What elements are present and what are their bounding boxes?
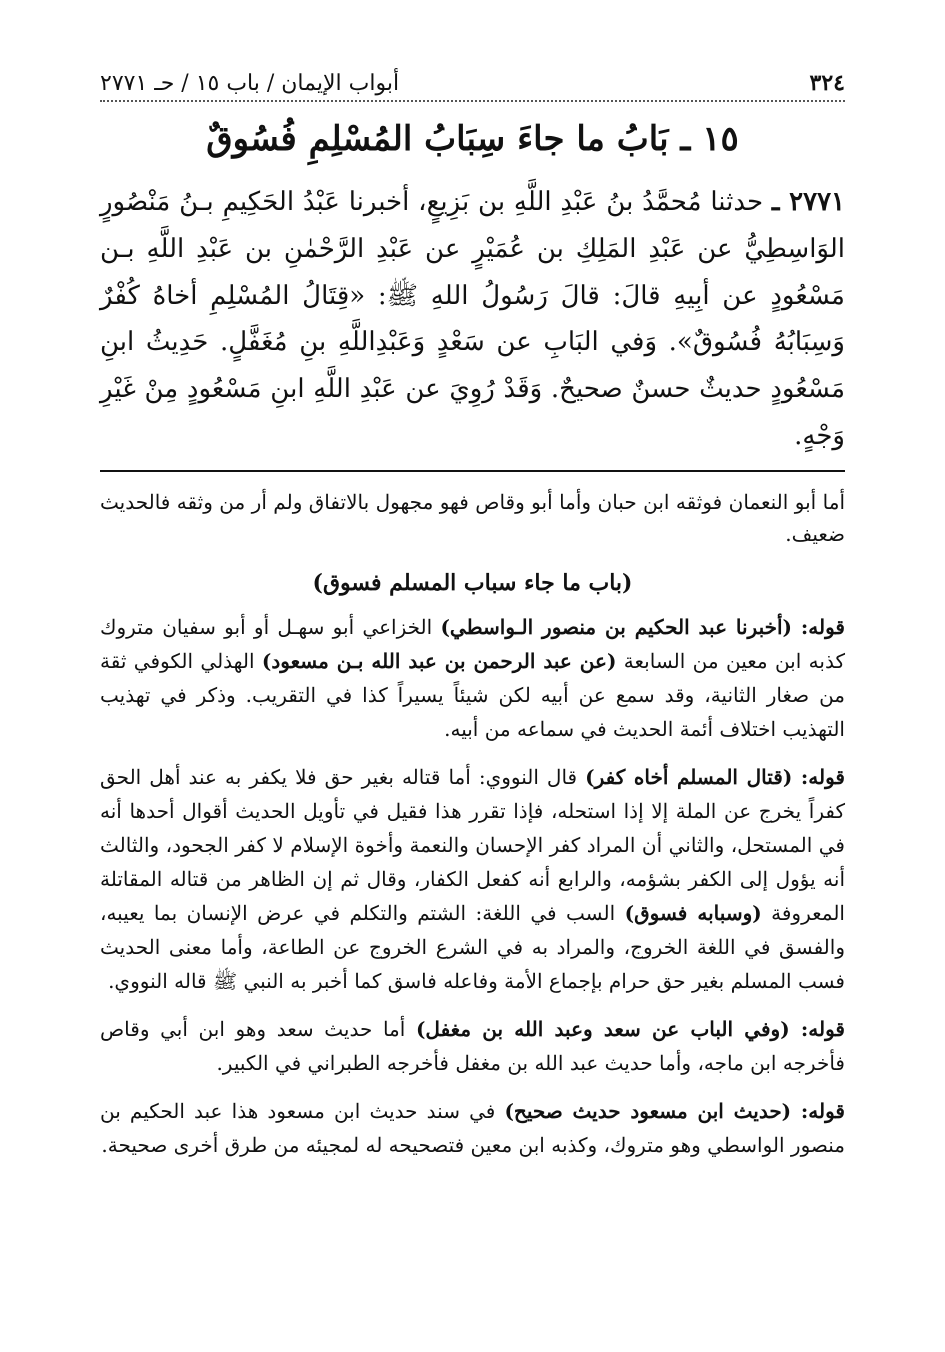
hadith-number: ٢٧٧١ ـ bbox=[771, 187, 846, 217]
paragraph-text: قال النووي: أما قتاله بغير حق فلا يكفر به عند أهل الحق كفراً يخرج عن الملة إلا إذا استحله، فإذا تقرر هذا فقيل في تأويل الحديث أقوال أحدها أنه في المستحل، والثاني أن المراد كفر الإحسان والنعمة وأخوة الإسلام لا كفر الجحود، والثالث أنه يؤول إلى الكفر بشؤمه، والرابع أنه كفعل الكفار، وقال ثم إن الظاهر من قتاله المقاتلة المعروفة bbox=[100, 764, 845, 925]
footnote: أما أبو النعمان فوثقه ابن حبان وأما أبو وقاص فهو مجهول بالاتفاق ولم أر من وثقه فالحديث ضعيف. bbox=[100, 489, 845, 546]
running-title: أبواب الإيمان / باب ١٥ / حـ ٢٧٧١ bbox=[100, 71, 400, 96]
paragraph-lead: قوله: bbox=[792, 764, 845, 789]
paragraph-quote: (وفي الباب عن سعد وعبد الله بن مغفل) bbox=[415, 1016, 790, 1041]
paragraph-text: في سند حديث ابن مسعود هذا عبد الحكيم بن منصور الواسطي وهو متروك، وكذبه ابن معين فتصحيحه له لمجيئه من طرق أخرى صحيحة. bbox=[100, 1098, 845, 1157]
hadith-text bbox=[100, 179, 845, 460]
paragraph-text-2: السب في اللغة: الشتم والتكلم في عرض الإنسان بما يعيبه، والفسق في اللغة الخروج، والمراد به في الشرع الخروج عن الطاعة، وأما معنى الحديث فسب المسلم بغير حق حرام بإجماع الأمة وفاعله فاسق كما أخبر به النبي ﷺ قاله النووي. bbox=[100, 900, 845, 993]
paragraph-quote-2: (وسبابه فسوق) bbox=[624, 900, 762, 925]
paragraph-lead: قوله: bbox=[792, 614, 845, 639]
commentary-title: (باب ما جاء سباب المسلم فسوق) bbox=[312, 569, 633, 596]
commentary-paragraph bbox=[100, 610, 845, 746]
hadith-body: حدثنا مُحمَّدُ بنُ عَبْدِ اللَّهِ بن بَزِيعٍ، أخبرنا عَبْدُ الحَكِيمِ بـنُ مَنْصُورٍ الوَاسِطِيُّ عن عَبْدِ المَلِكِ بن عُمَيْرٍ عن عَبْدِ الرَّحْمٰنِ بن عَبْدِ اللَّهِ بـن مَسْعُودٍ عن أبِيهِ قالَ: قالَ رَسُولُ اللهِ ﷺ: «قِتَالُ المُسْلِمِ أخاهُ كُفْرٌ وَسِبَابُهُ فُسُوقٌ». وَفي البَابِ عن سَعْدٍ وَعَبْدِاللَّهِ بنِ مُغَفَّلٍ. حَدِيثُ ابنِ مَسْعُودٍ حديثٌ حسنٌ صحيحٌ. وَقَدْ رُوِيَ عن عَبْدِ اللَّهِ ابنِ مَسْعُودٍ مِنْ غَيْرِ وَجْهٍ. bbox=[100, 187, 845, 451]
paragraph-quote: (قتال المسلم أخاه كفر) bbox=[585, 764, 793, 789]
commentary-paragraph bbox=[100, 1012, 845, 1080]
divider-line bbox=[100, 470, 845, 472]
running-header bbox=[100, 70, 845, 102]
commentary-paragraph bbox=[100, 1094, 845, 1162]
paragraph-lead: قوله: bbox=[789, 1016, 845, 1041]
paragraph-quote: (أخبرنا عبد الحكيم بن منصور الـواسطي) bbox=[440, 614, 793, 639]
paragraph-quote-2: (عن عبد الرحمن بن عبد الله بـن مسعود) bbox=[261, 648, 617, 673]
paragraph-text: أما حديث سعد وهو ابن أبي وقاص فأخرجه ابن ماجه، وأما حديث عبد الله بن مغفل فأخرجه الطبراني في الكبير. bbox=[100, 1016, 845, 1075]
paragraph-text-2: الهذلي الكوفي ثقة من صغار الثانية، وقد سمع عن أبيه لكن شيئاً يسيراً كذا في التقريب. وذكر في تهذيب التهذيب اختلاف أئمة الحديث في سماعه من أبيه. bbox=[100, 648, 845, 741]
commentary-paragraph bbox=[100, 760, 845, 998]
paragraph-quote: (حديث ابن مسعود حديث صحيح) bbox=[504, 1098, 792, 1123]
page-number: ٣٢٤ bbox=[809, 70, 845, 96]
paragraph-lead: قوله: bbox=[791, 1098, 845, 1123]
paragraph-text: الخزاعي أبو سهـل أو أبو سفيان متروك كذبه ابن معين من السابعة bbox=[100, 614, 845, 673]
chapter-title: ١٥ ـ بَابُ ما جاءَ سِبَابُ المُسْلِمِ فُسُوقٌ bbox=[206, 119, 739, 159]
